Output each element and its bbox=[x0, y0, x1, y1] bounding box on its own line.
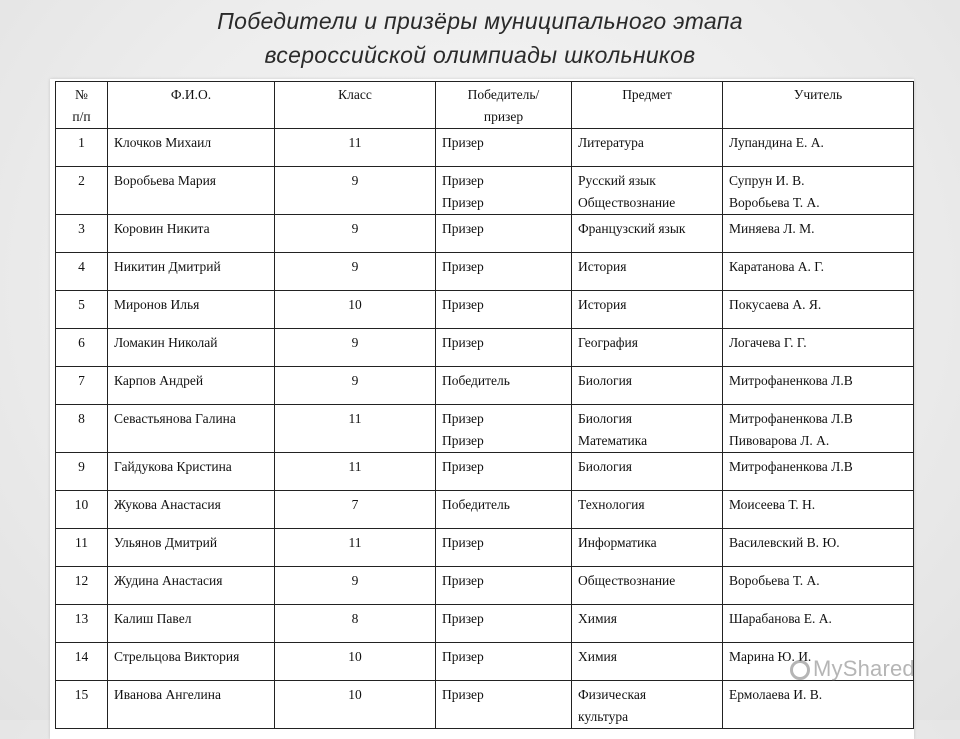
table-row bbox=[56, 405, 914, 453]
cell-number: 10 bbox=[56, 491, 108, 529]
watermark bbox=[790, 656, 915, 682]
teacher-line: Ермолаева И. В. bbox=[729, 687, 823, 702]
teacher-line: Василевский В. Ю. bbox=[729, 535, 840, 550]
table-body bbox=[56, 129, 914, 729]
status-line: Победитель bbox=[442, 497, 510, 512]
cell-subject bbox=[572, 367, 723, 405]
cell-number: 3 bbox=[56, 215, 108, 253]
cell-class: 9 bbox=[275, 567, 436, 605]
cell-subject bbox=[572, 567, 723, 605]
page-title bbox=[0, 4, 960, 72]
subject-line: Биология bbox=[578, 459, 633, 474]
cell-status bbox=[436, 167, 572, 215]
cell-subject bbox=[572, 681, 723, 729]
cell-status bbox=[436, 529, 572, 567]
cell-class: 9 bbox=[275, 367, 436, 405]
teacher-line: Покусаева А. Я. bbox=[729, 297, 822, 312]
cell-name: Карпов Андрей bbox=[108, 367, 275, 405]
status-line: Призер bbox=[442, 259, 484, 274]
title-line-1: Победители и призёры муниципального этапа bbox=[217, 8, 743, 34]
header-status: Победитель/ призер bbox=[436, 82, 572, 129]
cell-number: 6 bbox=[56, 329, 108, 367]
cell-status bbox=[436, 329, 572, 367]
cell-status bbox=[436, 129, 572, 167]
cell-teacher bbox=[723, 567, 914, 605]
cell-teacher bbox=[723, 681, 914, 729]
cell-name: Коровин Никита bbox=[108, 215, 275, 253]
cell-status bbox=[436, 491, 572, 529]
table-row bbox=[56, 167, 914, 215]
cell-class: 10 bbox=[275, 643, 436, 681]
subject-line: культура bbox=[578, 709, 629, 724]
cell-name: Никитин Дмитрий bbox=[108, 253, 275, 291]
subject-line: Обществознание bbox=[578, 573, 676, 588]
cell-subject bbox=[572, 605, 723, 643]
cell-teacher bbox=[723, 367, 914, 405]
cell-name: Жукова Анастасия bbox=[108, 491, 275, 529]
cell-class: 11 bbox=[275, 129, 436, 167]
cell-number: 1 bbox=[56, 129, 108, 167]
cell-subject bbox=[572, 291, 723, 329]
status-line: Призер bbox=[442, 535, 484, 550]
cell-number: 12 bbox=[56, 567, 108, 605]
cell-teacher bbox=[723, 253, 914, 291]
cell-name: Калиш Павел bbox=[108, 605, 275, 643]
cell-teacher bbox=[723, 453, 914, 491]
cell-name: Клочков Михаил bbox=[108, 129, 275, 167]
cell-number: 13 bbox=[56, 605, 108, 643]
table-row bbox=[56, 491, 914, 529]
cell-name: Миронов Илья bbox=[108, 291, 275, 329]
myshared-logo-icon bbox=[790, 660, 810, 680]
cell-class: 11 bbox=[275, 453, 436, 491]
cell-class: 10 bbox=[275, 291, 436, 329]
cell-number: 4 bbox=[56, 253, 108, 291]
table-row bbox=[56, 329, 914, 367]
cell-teacher bbox=[723, 529, 914, 567]
teacher-line: Логачева Г. Г. bbox=[729, 335, 807, 350]
cell-subject bbox=[572, 215, 723, 253]
cell-class: 10 bbox=[275, 681, 436, 729]
cell-class: 11 bbox=[275, 529, 436, 567]
table-row bbox=[56, 367, 914, 405]
table-row bbox=[56, 567, 914, 605]
header-class: Класс bbox=[275, 82, 436, 129]
cell-subject bbox=[572, 329, 723, 367]
cell-status bbox=[436, 453, 572, 491]
cell-number: 2 bbox=[56, 167, 108, 215]
subject-line: Биология bbox=[578, 411, 633, 426]
cell-class: 9 bbox=[275, 167, 436, 215]
status-line: Победитель bbox=[442, 373, 510, 388]
header-subject: Предмет bbox=[572, 82, 723, 129]
cell-name: Жудина Анастасия bbox=[108, 567, 275, 605]
subject-line: Математика bbox=[578, 433, 648, 448]
subject-line: Технология bbox=[578, 497, 645, 512]
status-line: Призер bbox=[442, 573, 484, 588]
status-line: Призер bbox=[442, 335, 484, 350]
teacher-line: Воробьева Т. А. bbox=[729, 195, 820, 210]
table-row bbox=[56, 253, 914, 291]
cell-teacher bbox=[723, 129, 914, 167]
status-line: Призер bbox=[442, 195, 484, 210]
cell-status bbox=[436, 567, 572, 605]
teacher-line: Пивоварова Л. А. bbox=[729, 433, 830, 448]
teacher-line: Митрофаненкова Л.В bbox=[729, 411, 853, 426]
status-line: Призер bbox=[442, 687, 484, 702]
table-row bbox=[56, 643, 914, 681]
cell-subject bbox=[572, 491, 723, 529]
cell-teacher bbox=[723, 329, 914, 367]
cell-number: 15 bbox=[56, 681, 108, 729]
table-row bbox=[56, 291, 914, 329]
cell-name: Воробьева Мария bbox=[108, 167, 275, 215]
status-line: Призер bbox=[442, 649, 484, 664]
cell-class: 7 bbox=[275, 491, 436, 529]
status-line: Призер bbox=[442, 173, 484, 188]
teacher-line: Моисеева Т. Н. bbox=[729, 497, 816, 512]
cell-teacher bbox=[723, 291, 914, 329]
cell-class: 11 bbox=[275, 405, 436, 453]
table-row bbox=[56, 529, 914, 567]
cell-status bbox=[436, 681, 572, 729]
status-line: Призер bbox=[442, 411, 484, 426]
cell-teacher bbox=[723, 605, 914, 643]
cell-name: Стрельцова Виктория bbox=[108, 643, 275, 681]
subject-line: Французский язык bbox=[578, 221, 686, 236]
cell-teacher bbox=[723, 167, 914, 215]
subject-line: Химия bbox=[578, 611, 617, 626]
cell-subject bbox=[572, 129, 723, 167]
cell-teacher bbox=[723, 215, 914, 253]
cell-subject bbox=[572, 405, 723, 453]
winners-table bbox=[55, 81, 914, 729]
cell-status bbox=[436, 605, 572, 643]
table-row bbox=[56, 681, 914, 729]
cell-class: 9 bbox=[275, 253, 436, 291]
status-line: Призер bbox=[442, 297, 484, 312]
cell-number: 8 bbox=[56, 405, 108, 453]
cell-number: 11 bbox=[56, 529, 108, 567]
status-line: Призер bbox=[442, 611, 484, 626]
cell-subject bbox=[572, 253, 723, 291]
cell-class: 9 bbox=[275, 215, 436, 253]
cell-name: Ломакин Николай bbox=[108, 329, 275, 367]
teacher-line: Каратанова А. Г. bbox=[729, 259, 824, 274]
cell-number: 7 bbox=[56, 367, 108, 405]
cell-class: 8 bbox=[275, 605, 436, 643]
cell-number: 5 bbox=[56, 291, 108, 329]
teacher-line: Митрофаненкова Л.В bbox=[729, 373, 853, 388]
status-line: Призер bbox=[442, 135, 484, 150]
table-header-row bbox=[56, 82, 914, 129]
table-row bbox=[56, 453, 914, 491]
status-line: Призер bbox=[442, 221, 484, 236]
cell-status bbox=[436, 253, 572, 291]
table-row bbox=[56, 129, 914, 167]
teacher-line: Шарабанова Е. А. bbox=[729, 611, 832, 626]
cell-status bbox=[436, 643, 572, 681]
subject-line: Химия bbox=[578, 649, 617, 664]
teacher-line: Митрофаненкова Л.В bbox=[729, 459, 853, 474]
title-line-2: всероссийской олимпиады школьников bbox=[264, 42, 696, 68]
cell-number: 14 bbox=[56, 643, 108, 681]
cell-name: Севастьянова Галина bbox=[108, 405, 275, 453]
header-name: Ф.И.О. bbox=[108, 82, 275, 129]
teacher-line: Супрун И. В. bbox=[729, 173, 805, 188]
cell-status bbox=[436, 215, 572, 253]
cell-subject bbox=[572, 643, 723, 681]
status-line: Призер bbox=[442, 459, 484, 474]
teacher-line: Лупандина Е. А. bbox=[729, 135, 824, 150]
subject-line: География bbox=[578, 335, 638, 350]
subject-line: История bbox=[578, 259, 627, 274]
cell-number: 9 bbox=[56, 453, 108, 491]
watermark-text: MyShared bbox=[813, 656, 915, 681]
cell-subject bbox=[572, 529, 723, 567]
table-row bbox=[56, 215, 914, 253]
subject-line: История bbox=[578, 297, 627, 312]
teacher-line: Марина Ю. И. bbox=[729, 649, 812, 664]
header-number: № п/п bbox=[56, 82, 108, 129]
subject-line: Информатика bbox=[578, 535, 657, 550]
subject-line: Физическая bbox=[578, 687, 647, 702]
subject-line: Литература bbox=[578, 135, 644, 150]
cell-name: Ульянов Дмитрий bbox=[108, 529, 275, 567]
cell-status bbox=[436, 291, 572, 329]
teacher-line: Воробьева Т. А. bbox=[729, 573, 820, 588]
header-teacher: Учитель bbox=[723, 82, 914, 129]
cell-name: Гайдукова Кристина bbox=[108, 453, 275, 491]
cell-teacher bbox=[723, 405, 914, 453]
subject-line: Русский язык bbox=[578, 173, 656, 188]
cell-teacher bbox=[723, 491, 914, 529]
status-line: Призер bbox=[442, 433, 484, 448]
subject-line: Биология bbox=[578, 373, 633, 388]
subject-line: Обществознание bbox=[578, 195, 676, 210]
cell-status bbox=[436, 405, 572, 453]
cell-subject bbox=[572, 453, 723, 491]
cell-name: Иванова Ангелина bbox=[108, 681, 275, 729]
teacher-line: Миняева Л. М. bbox=[729, 221, 815, 236]
cell-status bbox=[436, 367, 572, 405]
cell-class: 9 bbox=[275, 329, 436, 367]
table-row bbox=[56, 605, 914, 643]
cell-subject bbox=[572, 167, 723, 215]
